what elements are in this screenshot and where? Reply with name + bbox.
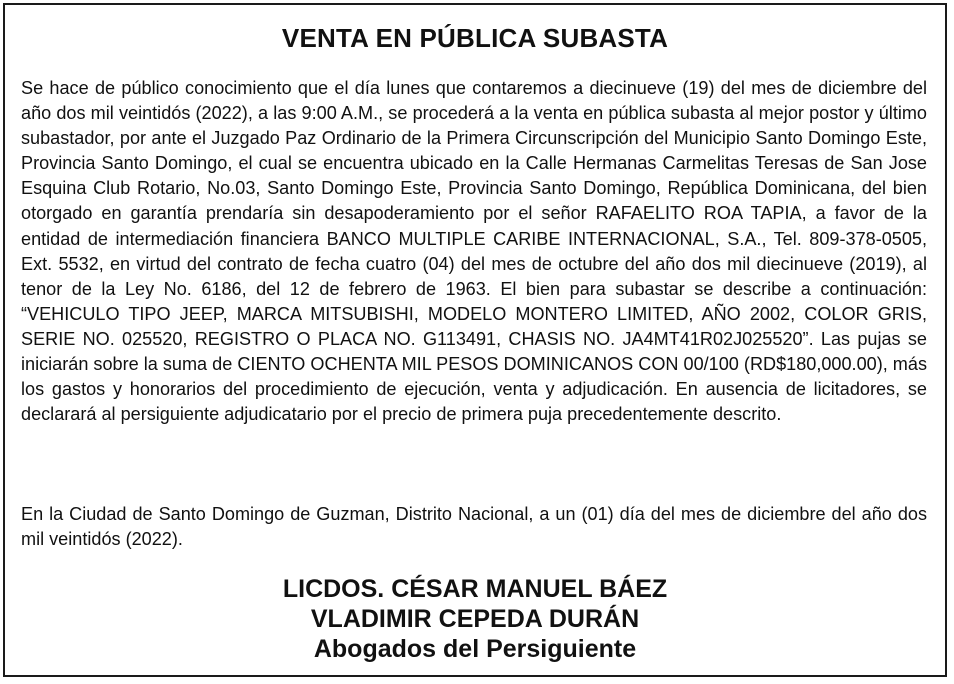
notice-frame <box>3 3 947 677</box>
signature-line-2: VLADIMIR CEPEDA DURÁN <box>310 605 640 633</box>
notice-closing: En la Ciudad de Santo Domingo de Guzman, Distrito Nacional, a un (01) día del mes de diciembre del año dos mil veintidós (2022). <box>21 504 927 550</box>
signature-line-1: LICDOS. CÉSAR MANUEL BÁEZ <box>282 575 668 603</box>
signature-block <box>5 574 945 664</box>
notice-title: VENTA EN PÚBLICA SUBASTA <box>281 23 669 53</box>
signature-line-3: Abogados del Persiguiente <box>313 635 637 663</box>
notice-body: Se hace de público conocimiento que el día lunes que contaremos a diecinueve (19) del mes de diciembre del año dos mil veintidós (2022), a las 9:00 A.M., se procederá a la venta en pública subasta al mejor postor y último subastador, por ante el Juzgado Paz Ordinario de la Primera Circunscripción del Municipio Santo Domingo Este, Provincia Santo Domingo, el cual se encuentra ubicado en la Calle Hermanas Carmelitas Teresas de San Jose Esquina Club Rotario, No.03, Santo Domingo Este, Provincia Santo Domingo, República Dominicana, del bien otorgado en garantía prendaría sin desapoderamiento por el señor RAFAELITO ROA TAPIA, a favor de la entidad de intermediación financiera BANCO MULTIPLE CARIBE INTERNACIONAL, S.A., Tel. 809-378-0505, Ext. 5532, en virtud del contrato de fecha cuatro (04) del mes de octubre del año dos mil diecinueve (2019), al tenor de la Ley No. 6186, del 12 de febrero de 1963. El bien para subastar se describe a continuación: “VEHICULO TIPO JEEP, MARCA MITSUBISHI, MODELO MONTERO LIMITED, AÑO 2002, COLOR GRIS, SERIE NO. 025520, REGISTRO O PLACA NO. G113491, CHASIS NO. JA4MT41R02J025520”. Las pujas se iniciarán sobre la suma de CIENTO OCHENTA MIL PESOS DOMINICANOS CON 00/100 (RD$180,000.00), más los gastos y honorarios del procedimiento de ejecución, venta y adjudicación. En ausencia de licitadores, se declarará al persiguiente adjudicatario por el precio de primera puja precedentemente descrito. <box>21 78 927 425</box>
